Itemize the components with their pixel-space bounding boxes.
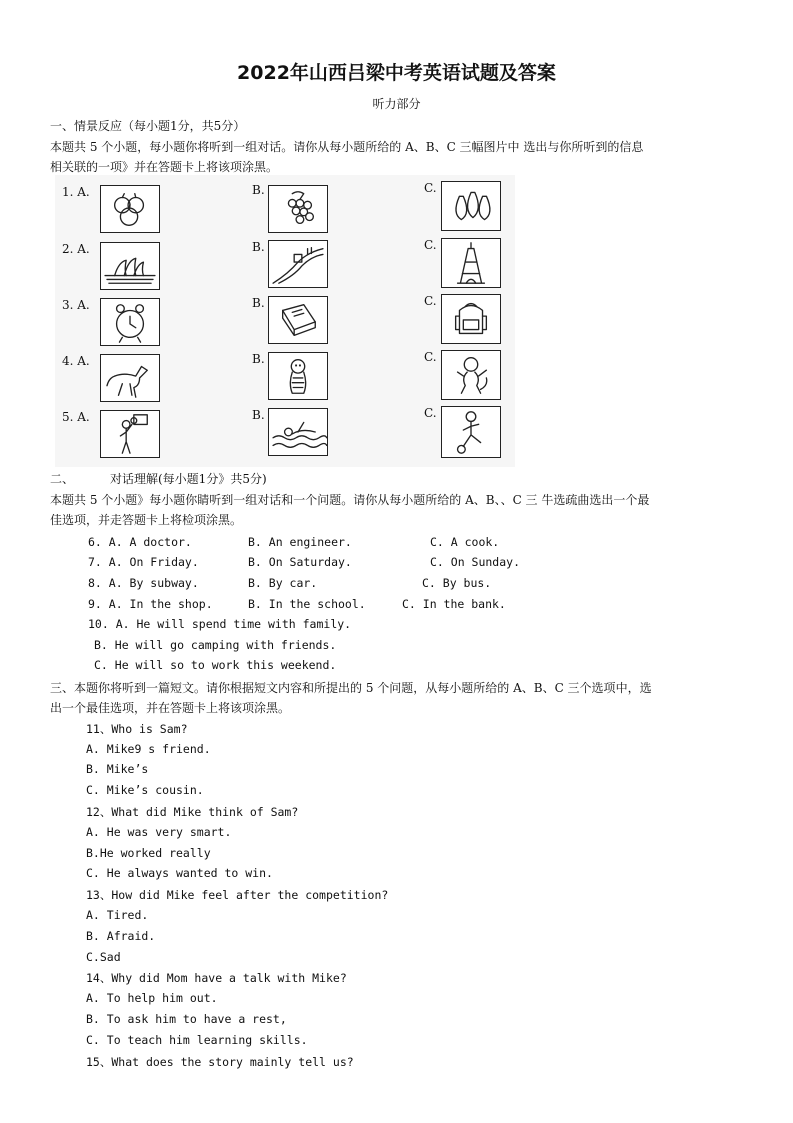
grapes-icon xyxy=(268,185,328,233)
football-player-icon xyxy=(441,406,501,458)
basketball-player-icon xyxy=(100,410,160,458)
horse-icon xyxy=(100,354,160,402)
q12-option-b: B.He worked really xyxy=(86,846,211,860)
q15-question: 15、What does the story mainly tell us? xyxy=(86,1055,354,1069)
q14-option-a: A. To help him out. xyxy=(86,991,218,1005)
q13-option-b: B. Afraid. xyxy=(86,929,156,943)
q14-question: 14、Why did Mom have a talk with Mike? xyxy=(86,971,347,985)
q14-option-b: B. To ask him to have a rest, xyxy=(86,1012,287,1026)
question-4-option-b: B. xyxy=(252,352,265,366)
tiger-icon xyxy=(268,352,328,400)
opera-house-icon xyxy=(100,242,160,290)
apples-icon xyxy=(100,185,160,233)
section1-instruction-2: 相关联的一项》并在答题卡上将该项涂黑。 xyxy=(50,160,279,174)
q11-option-c: C. Mike’s cousin. xyxy=(86,783,204,797)
q11-option-a: A. Mike9 s friend. xyxy=(86,742,211,756)
q12-option-a: A. He was very smart. xyxy=(86,825,232,839)
q6-option-b: B. An engineer. xyxy=(248,535,352,549)
eiffel-tower-icon xyxy=(441,238,501,288)
great-wall-icon xyxy=(268,240,328,288)
question-3-option-b: B. xyxy=(252,296,265,310)
question-3-label: 3. A. xyxy=(62,298,90,312)
q11-question: 11、Who is Sam? xyxy=(86,722,188,736)
question-1-option-c: C. xyxy=(424,181,437,195)
monkey-icon xyxy=(441,350,501,400)
swimmer-icon xyxy=(268,408,328,456)
question-5-option-c: C. xyxy=(424,406,437,420)
q12-option-c: C. He always wanted to win. xyxy=(86,866,273,880)
backpack-icon xyxy=(441,294,501,344)
section3-instruction-2: 出一个最佳选项，并在答题卡上将该项涂黑。 xyxy=(50,701,291,715)
q13-question: 13、How did Mike feel after the competition? xyxy=(86,888,389,902)
q6-option-c: C. A cook. xyxy=(430,535,500,549)
q9-option-c: C. In the bank. xyxy=(402,597,506,611)
page-subtitle: 听力部分 xyxy=(372,97,421,111)
q13-option-c: C.Sad xyxy=(86,950,121,964)
section1-instruction-1: 本题共 5 个小题，每小题你将听到一组对话。请你从每小题所给的 A、B、C 三幅图片中 选出与你所听到的信息 xyxy=(50,140,644,154)
q11-option-b: B. Mike’s xyxy=(86,762,149,776)
page-title: 2022年山西吕梁中考英语试题及答案 xyxy=(237,62,556,84)
q10-option-a: 10. A. He will spend time with family. xyxy=(88,617,352,631)
q14-option-c: C. To teach him learning skills. xyxy=(86,1033,308,1047)
alarm-clock-icon xyxy=(100,298,160,346)
section1-heading: 一、情景反应（每小题1分，共5分） xyxy=(50,119,246,133)
q7-option-a: 7. A. On Friday. xyxy=(88,555,199,569)
q8-option-c: C. By bus. xyxy=(422,576,492,590)
q9-option-b: B. In the school. xyxy=(248,597,366,611)
q10-option-c: C. He will so to work this weekend. xyxy=(94,658,337,672)
q10-option-b: B. He will go camping with friends. xyxy=(94,638,337,652)
section2-instruction-2: 佳选项，并走答题卡上将检项涂黑。 xyxy=(50,513,243,527)
q13-option-a: A. Tired. xyxy=(86,908,149,922)
section3-instruction-1: 三、本题你将听到一篇短文。请你根据短文内容和所提出的 5 个问题，从每小题所给的 A、B、C 三个选项中，选 xyxy=(50,681,652,695)
question-5-label: 5. A. xyxy=(62,410,90,424)
section2-heading: 对话理解(每小题1分》共5分) xyxy=(110,472,267,486)
q9-option-a: 9. A. In the shop. xyxy=(88,597,213,611)
q6-option-a: 6. A. A doctor. xyxy=(88,535,192,549)
question-1-label: 1. A. xyxy=(62,185,90,199)
q12-question: 12、What did Mike think of Sam? xyxy=(86,805,299,819)
q8-option-b: B. By car. xyxy=(248,576,318,590)
question-2-label: 2. A. xyxy=(62,242,90,256)
question-2-option-c: C. xyxy=(424,238,437,252)
question-1-option-b: B. xyxy=(252,183,265,197)
section2-heading-number: 二、 xyxy=(50,472,75,486)
section2-instruction-1: 本题共 5 个小题》每小题你睛听到一组对话和一个问题。请你从每小题所给的 A、B、、C 三 牛选疏曲选出一个最 xyxy=(50,493,650,507)
question-3-option-c: C. xyxy=(424,294,437,308)
q8-option-a: 8. A. By subway. xyxy=(88,576,199,590)
pears-icon xyxy=(441,181,501,231)
question-5-option-b: B. xyxy=(252,408,265,422)
question-2-option-b: B. xyxy=(252,240,265,254)
question-4-label: 4. A. xyxy=(62,354,90,368)
question-4-option-c: C. xyxy=(424,350,437,364)
q7-option-c: C. On Sunday. xyxy=(430,555,521,569)
book-icon xyxy=(268,296,328,344)
q7-option-b: B. On Saturday. xyxy=(248,555,352,569)
